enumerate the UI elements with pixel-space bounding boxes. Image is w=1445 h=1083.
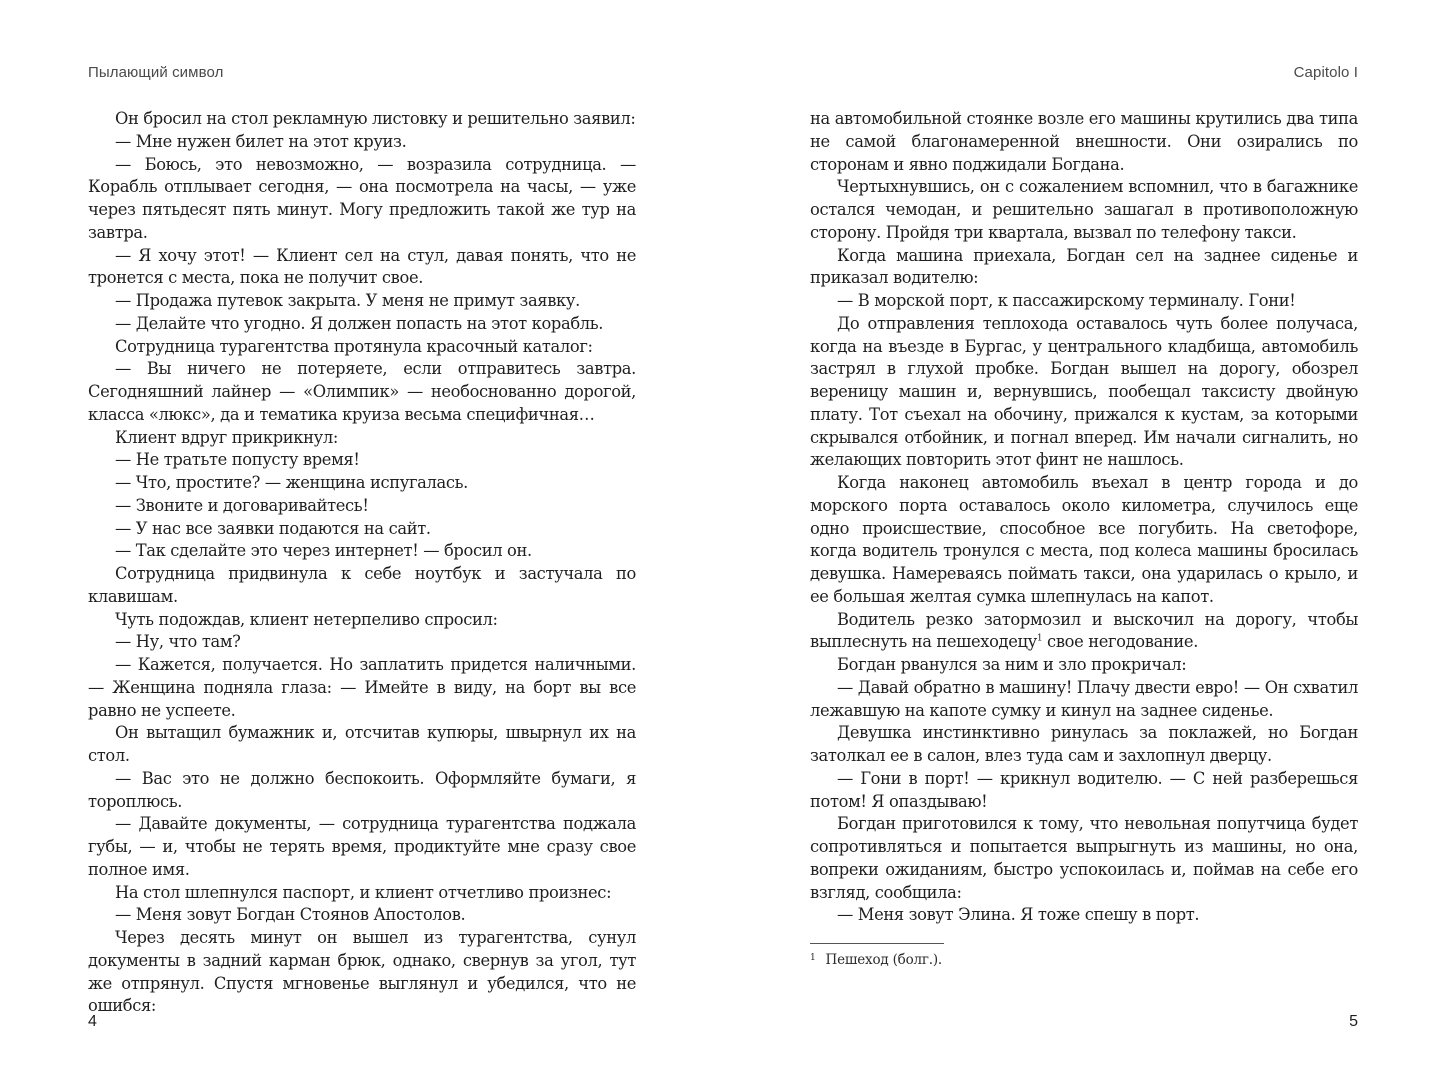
paragraph: Когда машина приехала, Богдан сел на заднее сиденье и приказал водителю: — [810, 245, 1358, 288]
footnote-divider — [810, 943, 944, 944]
paragraph: До отправления теплохода оставалось чуть более получаса, когда на въезде в Бургас, у центрального кладбища, автомобиль застрял в глухой пробке. Богдан вышел на дорогу, обозрел вереницу машин и, вернувшись, пообещал таксисту двойную плату. Тот съехал на обочину, прижался к кустам, за которыми скрывался отбойник, и погнал вперед. Им начали сигналить, но желающих повторить этот финт не нашлось. — [810, 313, 1358, 470]
paragraph: — Мне нужен билет на этот круиз. — [115, 131, 407, 151]
paragraph: — Давай обратно в машину! Плачу двести евро! — Он схватил лежавшую на капоте сумку и кинул на заднее сиденье. — [810, 677, 1358, 720]
running-head-book-title: Пылающий символ — [88, 64, 224, 81]
paragraph: Чуть подождав, клиент нетерпеливо спросил: — [115, 609, 498, 629]
footnote — [810, 952, 942, 968]
paragraph: — Боюсь, это невозможно, — возразила сотрудница. — Корабль отплывает сегодня, — она посмотрела на часы, — уже через пятьдесят пять минут. Могу предложить такой же тур на завтра. — [88, 154, 636, 242]
paragraph: Богдан рванулся за ним и зло прокричал: — [837, 655, 1187, 674]
footnote-text: Пешеход (болг.). — [825, 952, 942, 968]
paragraph-text: Водитель резко затормозил и выскочил на дорогу, чтобы выплеснуть на пешеходецу — [810, 609, 1358, 652]
page-number: 4 — [88, 1013, 97, 1030]
paragraph: Когда наконец автомобиль въехал в центр города и до морского порта оставалось около километра, случилось еще одно происшествие, способное все погубить. На светофоре, когда водитель тронулся с места, под колеса машины бросилась девушка. Намереваясь поймать такси, она ударилась о крыло, и ее большая желтая сумка шлепнулась на капот. — [810, 473, 1358, 606]
page-number: 5 — [1349, 1013, 1358, 1030]
paragraph: — Кажется, получается. Но заплатить придется наличными. — Женщина подняла глаза: — Имейте в виду, на борт вы все равно не успеете. — [88, 655, 636, 720]
left-page — [88, 0, 636, 1083]
paragraph: — Не тратьте попусту время! — [115, 450, 360, 470]
paragraph: Через десять минут он вышел из турагентства, сунул документы в задний карман брюк, однако, свернув за угол, тут же отпрянул. Спустя мгновенье выглянул и убедился, что не ошибся: — [88, 928, 636, 1016]
paragraph: — Давайте документы, — сотрудница турагентства поджала губы, — и, чтобы не терять время, продиктуйте мне сразу свое полное имя. — [88, 814, 636, 879]
paragraph: Клиент вдруг прикрикнул: — [115, 427, 338, 447]
paragraph: — Продажа путевок закрыта. У меня не примут заявку. — [115, 291, 580, 310]
paragraph: — Так сделайте это через интернет! — бросил он. — [115, 541, 532, 561]
paragraph: На стол шлепнулся паспорт, и клиент отчетливо произнес: — [115, 882, 612, 902]
paragraph: — Гони в порт! — крикнул водителю. — С ней разберешься потом! Я опаздываю! — [810, 768, 1358, 811]
footnote-number: 1 — [810, 953, 816, 963]
paragraph: — Я хочу этот! — Клиент сел на стул, давая понять, что не тронется с места, пока не получит свое. — [88, 245, 636, 288]
paragraph: Он бросил на стол рекламную листовку и решительно заявил: — [115, 109, 636, 128]
footnote-reference[interactable]: 1 — [1036, 633, 1043, 644]
paragraph-text: свое негодование. — [1042, 632, 1199, 652]
paragraph-continued: на автомобильной стоянке возле его машины крутились два типа не самой благонамеренной внешности. Они озирались по сторонам и явно поджидали Богдана. — [810, 109, 1358, 174]
paragraph: — Что, простите? — женщина испугалась. — [115, 473, 468, 492]
paragraph: — Звоните и договаривайтесь! — [115, 495, 369, 515]
running-head-chapter: Capitolo I — [1293, 64, 1358, 81]
paragraph-with-footnote — [810, 609, 1358, 655]
paragraph: Богдан приготовился к тому, что невольная попутчица будет сопротивляться и попытается выпрыгнуть из машины, но она, вопреки ожиданиям, быстро успокоилась и, поймав на себе его взгляд, сообщила: — [810, 814, 1358, 902]
paragraph: Чертыхнувшись, он с сожалением вспомнил, что в багажнике остался чемодан, и решительно зашагал в противоположную сторону. Пройдя три квартала, вызвал по телефону такси. — [810, 177, 1358, 242]
paragraph: Сотрудница турагентства протянула красочный каталог: — [115, 336, 593, 356]
paragraph: — Вас это не должно беспокоить. Оформляйте бумаги, я тороплюсь. — [88, 768, 636, 811]
paragraph: — Меня зовут Элина. Я тоже спешу в порт. — [837, 905, 1200, 925]
paragraph: — В морской порт, к пассажирскому терминалу. Гони! — [837, 291, 1296, 310]
paragraph: — Ну, что там? — [115, 632, 241, 652]
right-page-body — [810, 108, 1358, 927]
paragraph: — Меня зовут Богдан Стоянов Апостолов. — [115, 905, 466, 925]
paragraph: Он вытащил бумажник и, отсчитав купюры, швырнул их на стол. — [88, 723, 636, 765]
paragraph: Сотрудница придвинула к себе ноутбук и застучала по клавишам. — [88, 564, 636, 606]
right-page — [810, 0, 1358, 1083]
paragraph: — Делайте что угодно. Я должен попасть на этот корабль. — [115, 313, 604, 333]
left-page-body — [88, 108, 636, 1018]
paragraph: Девушка инстинктивно ринулась за поклажей, но Богдан затолкал ее в салон, влез туда сам и захлопнул дверцу. — [810, 723, 1358, 765]
paragraph: — Вы ничего не потеряете, если отправитесь завтра. Сегодняшний лайнер — «Олимпик» — необоснованно дорогой, класса «люкс», да и тематика круиза весьма специфичная… — [88, 359, 636, 424]
paragraph: — У нас все заявки подаются на сайт. — [115, 518, 431, 538]
